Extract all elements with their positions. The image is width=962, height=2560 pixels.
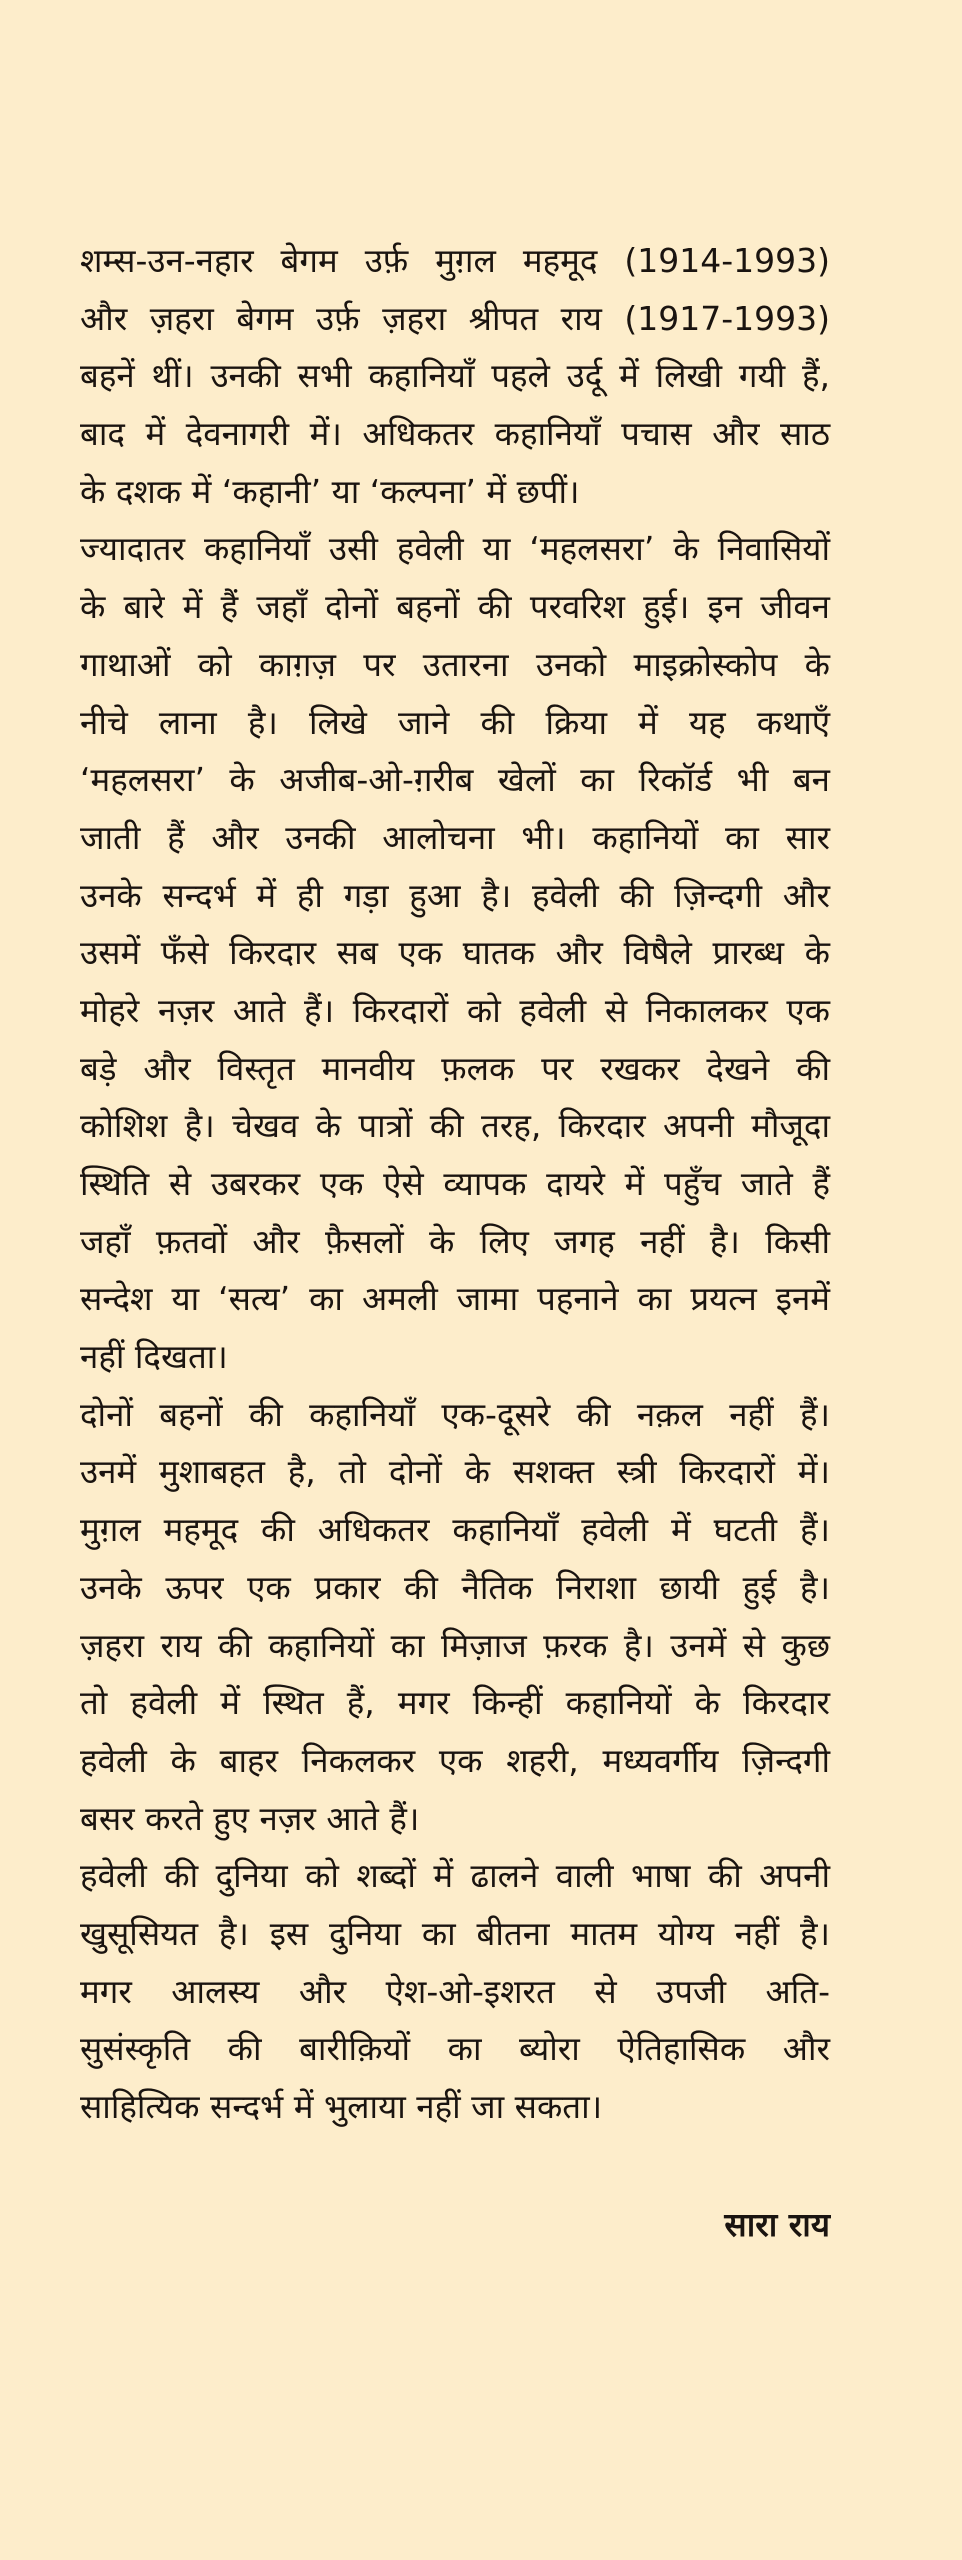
text-line: गाथाओं को काग़ज़ पर उतारना उनको माइक्रोस्कोप के	[80, 644, 830, 684]
text-line: नहीं दिखता।	[80, 1337, 228, 1377]
text-line: साहित्यिक सन्दर्भ में भुलाया नहीं जा सकता।	[80, 2087, 603, 2126]
text-line: हवेली के बाहर निकलकर एक शहरी, मध्यवर्गीय ज़िन्दगी	[80, 1740, 830, 1780]
text-line: सुसंस्कृति की बारीक़ियों का ब्योरा ऐतिहासिक और	[80, 2029, 830, 2069]
text-line: बहनें थीं। उनकी सभी कहानियाँ पहले उर्दू में लिखी गयी हैं,	[80, 356, 830, 396]
paragraph-3	[80, 1386, 830, 1848]
text-line: मुग़ल महमूद की अधिकतर कहानियाँ हवेली में घटती हैं।	[80, 1510, 830, 1550]
text-line: मोहरे नज़र आते हैं। किरदारों को हवेली से निकालकर एक	[80, 990, 830, 1030]
author-signature: सारा राय	[724, 2205, 830, 2244]
text-line: स्थिति से उबरकर एक ऐसे व्यापक दायरे में पहुँच जाते हैं	[80, 1164, 830, 1203]
text-line: ज्यादातर कहानियाँ उसी हवेली या ‘महलसरा’ के निवासियों	[80, 529, 830, 569]
text-line: और ज़हरा बेगम उर्फ़ ज़हरा श्रीपत राय (1917-1993)	[80, 298, 830, 338]
text-line: नीचे लाना है। लिखे जाने की क्रिया में यह कथाएँ	[80, 702, 830, 742]
book-blurb-text	[80, 232, 830, 2136]
text-line: जहाँ फ़तवों और फ़ैसलों के लिए जगह नहीं है। किसी	[80, 1221, 830, 1261]
text-line: सन्देश या ‘सत्य’ का अमली जामा पहनाने का प्रयत्न इनमें	[80, 1279, 830, 1319]
text-line: बाद में देवनागरी में। अधिकतर कहानियाँ पचास और साठ	[80, 414, 830, 454]
text-line: के दशक में ‘कहानी’ या ‘कल्पना’ में छपीं।	[80, 471, 580, 511]
text-line: बड़े और विस्तृत मानवीय फ़लक पर रखकर देखने की	[80, 1048, 830, 1088]
text-line: उसमें फँसे किरदार सब एक घातक और विषैले प्रारब्ध के	[80, 933, 830, 973]
text-line: हवेली की दुनिया को शब्दों में ढालने वाली भाषा की अपनी	[80, 1856, 830, 1896]
paragraph-4	[80, 1847, 830, 2135]
text-line: उनके ऊपर एक प्रकार की नैतिक निराशा छायी हुई है।	[80, 1567, 830, 1607]
text-line: मगर आलस्य और ऐश-ओ-इशरत से उपजी अति-	[80, 1971, 830, 2011]
text-line: के बारे में हैं जहाँ दोनों बहनों की परवरिश हुई। इन जीवन	[80, 587, 830, 627]
text-line: ज़हरा राय की कहानियों का मिज़ाज फ़रक है। उनमें से कुछ	[80, 1625, 830, 1665]
text-line: तो हवेली में स्थित हैं, मगर किन्हीं कहानियों के किरदार	[80, 1683, 830, 1723]
text-line: दोनों बहनों की कहानियाँ एक-दूसरे की नक़ल नहीं हैं।	[80, 1394, 830, 1434]
text-line: शम्स-उन-नहार बेगम उर्फ़ मुग़ल महमूद (1914-1993)	[80, 241, 830, 280]
text-line: जाती हैं और उनकी आलोचना भी। कहानियों का सार	[80, 817, 830, 857]
paragraph-2	[80, 520, 830, 1385]
text-line: उनके सन्दर्भ में ही गड़ा हुआ है। हवेली की ज़िन्दगी और	[80, 875, 830, 915]
text-line: कोशिश है। चेखव के पात्रों की तरह, किरदार अपनी मौजूदा	[80, 1106, 830, 1146]
text-line: उनमें मुशाबहत है, तो दोनों के सशक्त स्त्री किरदारों में।	[80, 1452, 830, 1492]
paragraph-1	[80, 232, 830, 520]
text-line: खुसूसियत है। इस दुनिया का बीतना मातम योग्य नहीं है।	[80, 1913, 830, 1953]
text-line: ‘महलसरा’ के अजीब-ओ-ग़रीब खेलों का रिकॉर्ड भी बन	[80, 760, 830, 800]
text-line: बसर करते हुए नज़र आते हैं।	[80, 1798, 420, 1838]
